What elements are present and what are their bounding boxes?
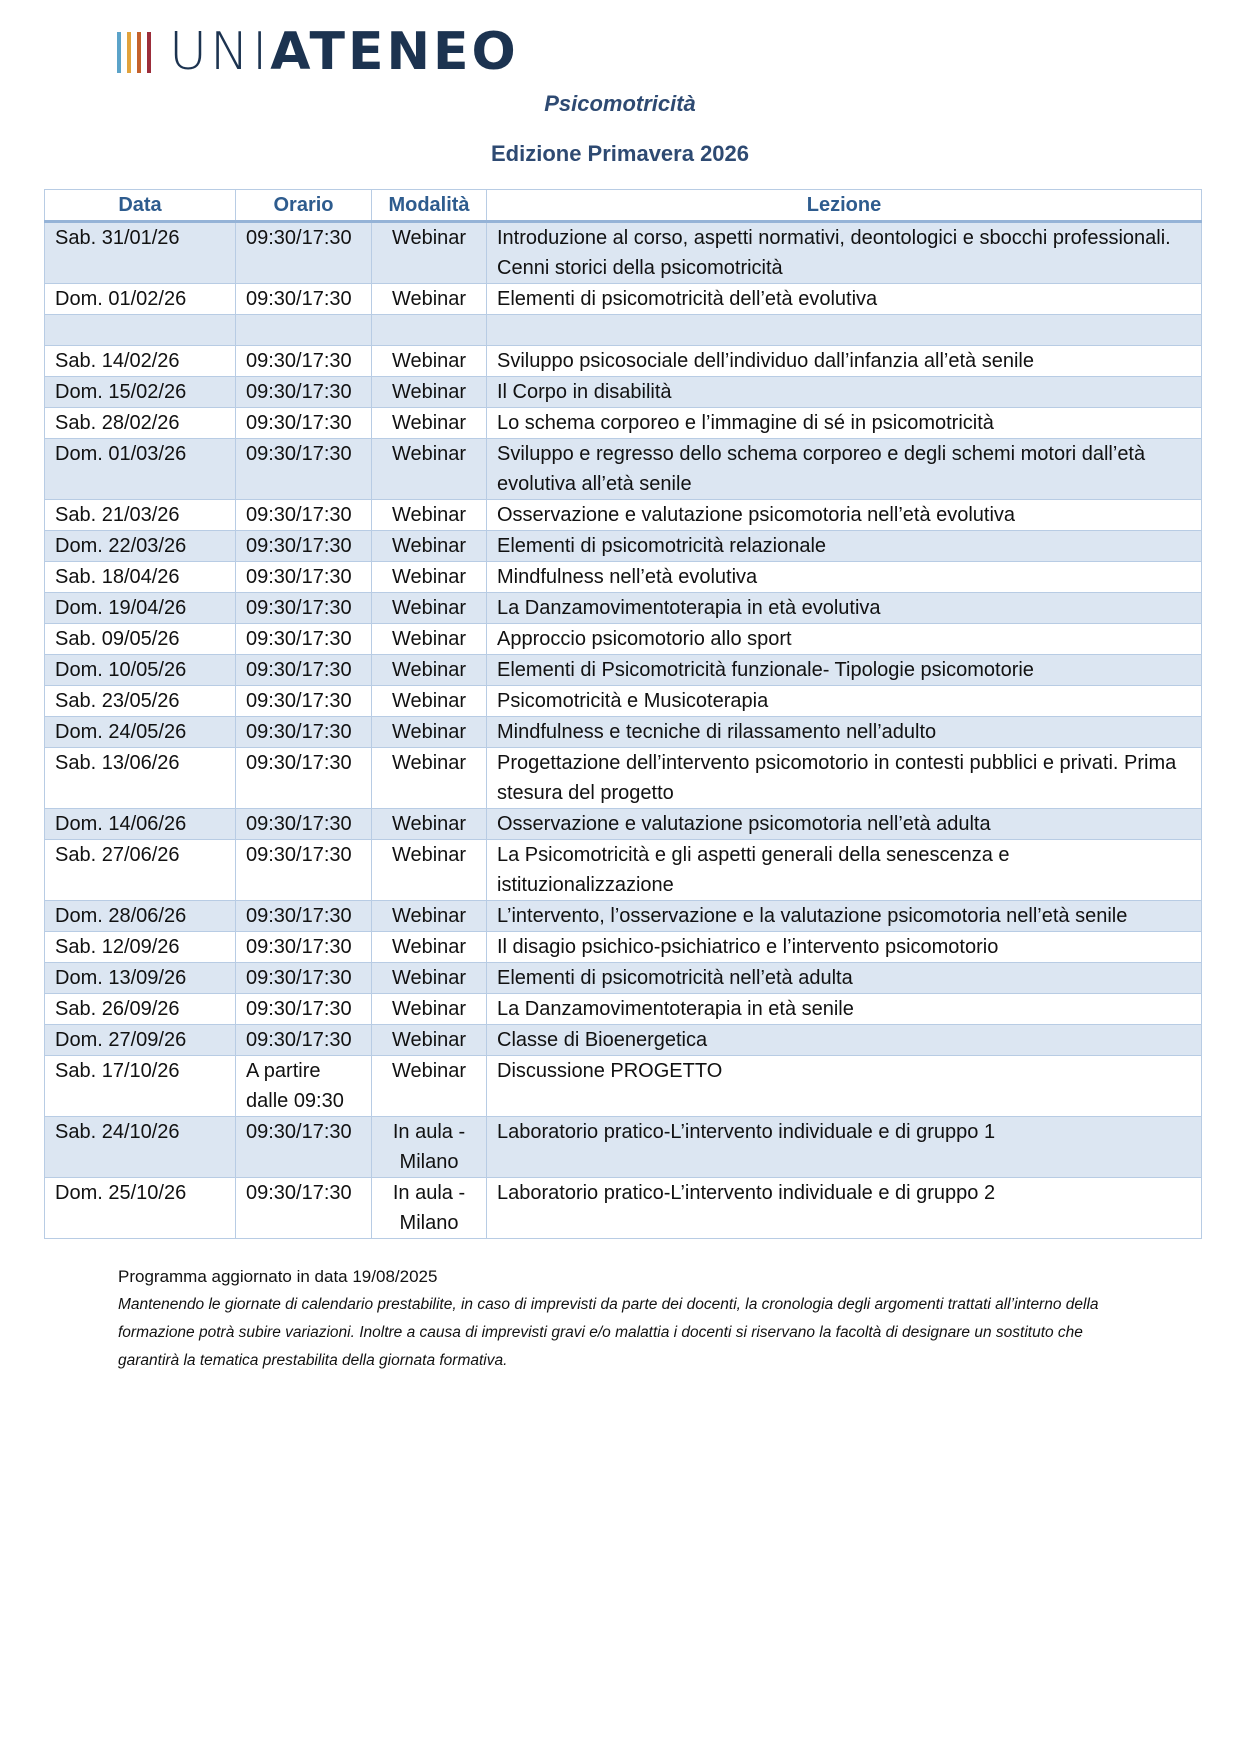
cell-orario: 09:30/17:30 (236, 840, 372, 901)
cell-lezione: Elementi di psicomotricità relazionale (487, 531, 1202, 562)
cell-lezione: La Danzamovimentoterapia in età senile (487, 994, 1202, 1025)
cell-orario: 09:30/17:30 (236, 901, 372, 932)
cell-data: Dom. 01/03/26 (45, 439, 236, 500)
cell-data: Sab. 31/01/26 (45, 222, 236, 284)
table-row (45, 1025, 1202, 1056)
column-header-orario: Orario (236, 190, 372, 222)
cell-modalita: Webinar (372, 531, 487, 562)
logo-bar (147, 32, 151, 73)
cell-modalita: Webinar (372, 346, 487, 377)
cell-orario: 09:30/17:30 (236, 284, 372, 315)
cell-data: Dom. 13/09/26 (45, 963, 236, 994)
cell-orario: 09:30/17:30 (236, 994, 372, 1025)
cell-modalita: Webinar (372, 655, 487, 686)
logo-bar (137, 32, 141, 73)
cell-lezione: Osservazione e valutazione psicomotoria nell’età adulta (487, 809, 1202, 840)
cell-orario: 09:30/17:30 (236, 1025, 372, 1056)
cell-orario: 09:30/17:30 (236, 963, 372, 994)
column-header-modalita: Modalità (372, 190, 487, 222)
cell-modalita: Webinar (372, 994, 487, 1025)
cell-lezione: Sviluppo e regresso dello schema corporeo e degli schemi motori dall’età evolutiva all’età senile (487, 439, 1202, 500)
table-row (45, 1117, 1202, 1178)
table-row (45, 439, 1202, 500)
cell-data: Sab. 23/05/26 (45, 686, 236, 717)
table-row (45, 624, 1202, 655)
logo-text-bold: ATENEO (270, 22, 519, 82)
cell-orario: 09:30/17:30 (236, 748, 372, 809)
cell-modalita: Webinar (372, 809, 487, 840)
cell-data: Sab. 17/10/26 (45, 1056, 236, 1117)
footer (118, 1265, 1128, 1375)
cell-modalita: Webinar (372, 500, 487, 531)
cell-modalita: In aula - Milano (372, 1117, 487, 1178)
table-row (45, 840, 1202, 901)
cell-modalita (372, 315, 487, 346)
cell-orario: 09:30/17:30 (236, 408, 372, 439)
table-row (45, 686, 1202, 717)
cell-modalita: Webinar (372, 562, 487, 593)
cell-orario: 09:30/17:30 (236, 531, 372, 562)
cell-lezione: Classe di Bioenergetica (487, 1025, 1202, 1056)
column-header-lezione: Lezione (487, 190, 1202, 222)
cell-data: Sab. 12/09/26 (45, 932, 236, 963)
table-row (45, 408, 1202, 439)
uniateneo-logo (117, 22, 519, 82)
table-row (45, 222, 1202, 284)
cell-modalita: Webinar (372, 593, 487, 624)
cell-modalita: Webinar (372, 222, 487, 284)
schedule-table (44, 189, 1202, 1239)
cell-data: Dom. 28/06/26 (45, 901, 236, 932)
cell-data: Dom. 10/05/26 (45, 655, 236, 686)
table-row (45, 562, 1202, 593)
table-row (45, 655, 1202, 686)
cell-data: Dom. 15/02/26 (45, 377, 236, 408)
table-row (45, 346, 1202, 377)
cell-lezione: Approccio psicomotorio allo sport (487, 624, 1202, 655)
table-row (45, 284, 1202, 315)
cell-modalita: Webinar (372, 901, 487, 932)
cell-modalita: Webinar (372, 932, 487, 963)
cell-orario: 09:30/17:30 (236, 439, 372, 500)
column-header-data: Data (45, 190, 236, 222)
cell-modalita: Webinar (372, 1025, 487, 1056)
cell-orario: 09:30/17:30 (236, 346, 372, 377)
cell-orario: 09:30/17:30 (236, 624, 372, 655)
cell-data: Dom. 22/03/26 (45, 531, 236, 562)
cell-data: Sab. 24/10/26 (45, 1117, 236, 1178)
cell-data: Sab. 21/03/26 (45, 500, 236, 531)
table-row (45, 994, 1202, 1025)
cell-modalita: Webinar (372, 377, 487, 408)
cell-data: Sab. 14/02/26 (45, 346, 236, 377)
table-row (45, 1178, 1202, 1239)
cell-lezione: Discussione PROGETTO (487, 1056, 1202, 1117)
cell-orario: 09:30/17:30 (236, 377, 372, 408)
cell-lezione: Osservazione e valutazione psicomotoria nell’età evolutiva (487, 500, 1202, 531)
table-row (45, 315, 1202, 346)
cell-data: Sab. 13/06/26 (45, 748, 236, 809)
table-row (45, 500, 1202, 531)
cell-modalita: Webinar (372, 408, 487, 439)
cell-lezione: Lo schema corporeo e l’immagine di sé in psicomotricità (487, 408, 1202, 439)
cell-data: Sab. 09/05/26 (45, 624, 236, 655)
cell-lezione: Introduzione al corso, aspetti normativi, deontologici e sbocchi professionali. Cenni storici della psicomotricità (487, 222, 1202, 284)
schedule-body (45, 222, 1202, 1239)
cell-modalita: Webinar (372, 284, 487, 315)
cell-lezione: La Danzamovimentoterapia in età evolutiva (487, 593, 1202, 624)
cell-data: Sab. 27/06/26 (45, 840, 236, 901)
cell-data: Dom. 14/06/26 (45, 809, 236, 840)
table-row (45, 901, 1202, 932)
cell-lezione: Elementi di psicomotricità dell’età evolutiva (487, 284, 1202, 315)
cell-data: Sab. 18/04/26 (45, 562, 236, 593)
cell-lezione: Elementi di psicomotricità nell’età adulta (487, 963, 1202, 994)
cell-data: Dom. 19/04/26 (45, 593, 236, 624)
cell-orario: 09:30/17:30 (236, 655, 372, 686)
table-row (45, 717, 1202, 748)
table-row (45, 377, 1202, 408)
cell-modalita: Webinar (372, 439, 487, 500)
cell-data: Dom. 24/05/26 (45, 717, 236, 748)
cell-lezione: Il Corpo in disabilità (487, 377, 1202, 408)
cell-orario: 09:30/17:30 (236, 717, 372, 748)
cell-modalita: Webinar (372, 1056, 487, 1117)
cell-orario (236, 315, 372, 346)
cell-lezione: Psicomotricità e Musicoterapia (487, 686, 1202, 717)
logo-bars-icon (117, 32, 151, 73)
course-title: Psicomotricità (544, 91, 696, 116)
cell-orario: A partire dalle 09:30 (236, 1056, 372, 1117)
cell-orario: 09:30/17:30 (236, 500, 372, 531)
cell-data: Sab. 26/09/26 (45, 994, 236, 1025)
table-row (45, 748, 1202, 809)
table-row (45, 963, 1202, 994)
cell-lezione: La Psicomotricità e gli aspetti generali della senescenza e istituzionalizzazione (487, 840, 1202, 901)
cell-modalita: In aula - Milano (372, 1178, 487, 1239)
logo-text-light: UNI (169, 22, 271, 82)
cell-orario: 09:30/17:30 (236, 1178, 372, 1239)
cell-data (45, 315, 236, 346)
logo-wordmark (169, 22, 519, 82)
cell-modalita: Webinar (372, 748, 487, 809)
cell-modalita: Webinar (372, 624, 487, 655)
cell-orario: 09:30/17:30 (236, 809, 372, 840)
table-row (45, 809, 1202, 840)
cell-lezione: Laboratorio pratico-L’intervento individuale e di gruppo 1 (487, 1117, 1202, 1178)
cell-lezione: Laboratorio pratico-L’intervento individuale e di gruppo 2 (487, 1178, 1202, 1239)
cell-modalita: Webinar (372, 686, 487, 717)
table-row (45, 531, 1202, 562)
update-date-text: Programma aggiornato in data 19/08/2025 (118, 1267, 438, 1286)
cell-orario: 09:30/17:30 (236, 1117, 372, 1178)
cell-modalita: Webinar (372, 963, 487, 994)
cell-lezione: Il disagio psichico-psichiatrico e l’intervento psicomotorio (487, 932, 1202, 963)
logo-bar (127, 32, 131, 73)
cell-lezione: Mindfulness nell’età evolutiva (487, 562, 1202, 593)
cell-lezione: Mindfulness e tecniche di rilassamento nell’adulto (487, 717, 1202, 748)
table-row (45, 932, 1202, 963)
cell-data: Sab. 28/02/26 (45, 408, 236, 439)
cell-orario: 09:30/17:30 (236, 222, 372, 284)
cell-orario: 09:30/17:30 (236, 932, 372, 963)
table-row (45, 1056, 1202, 1117)
cell-modalita: Webinar (372, 717, 487, 748)
cell-lezione: Sviluppo psicosociale dell’individuo dall’infanzia all’età senile (487, 346, 1202, 377)
table-header-row (45, 190, 1202, 222)
cell-orario: 09:30/17:30 (236, 686, 372, 717)
cell-lezione: Progettazione dell’intervento psicomotorio in contesti pubblici e privati. Prima stesura del progetto (487, 748, 1202, 809)
cell-data: Dom. 27/09/26 (45, 1025, 236, 1056)
cell-lezione: Elementi di Psicomotricità funzionale- Tipologie psicomotorie (487, 655, 1202, 686)
cell-lezione: L’intervento, l’osservazione e la valutazione psicomotoria nell’età senile (487, 901, 1202, 932)
edition-title: Edizione Primavera 2026 (490, 141, 750, 166)
cell-data: Dom. 01/02/26 (45, 284, 236, 315)
logo-bar (117, 32, 121, 73)
table-row (45, 593, 1202, 624)
cell-modalita: Webinar (372, 840, 487, 901)
cell-orario: 09:30/17:30 (236, 562, 372, 593)
cell-orario: 09:30/17:30 (236, 593, 372, 624)
cell-lezione (487, 315, 1202, 346)
disclaimer-note: Mantenendo le giornate di calendario prestabilite, in caso di imprevisti da parte dei docenti, la cronologia degli argomenti trattati all’interno della formazione potrà subire variazioni. Inoltre a causa di imprevisti gravi e/o malattia i docenti si riservano la facoltà di designare un sostituto che garantirà la tematica prestabilita della giornata formativa. (118, 1296, 1099, 1369)
cell-data: Dom. 25/10/26 (45, 1178, 236, 1239)
